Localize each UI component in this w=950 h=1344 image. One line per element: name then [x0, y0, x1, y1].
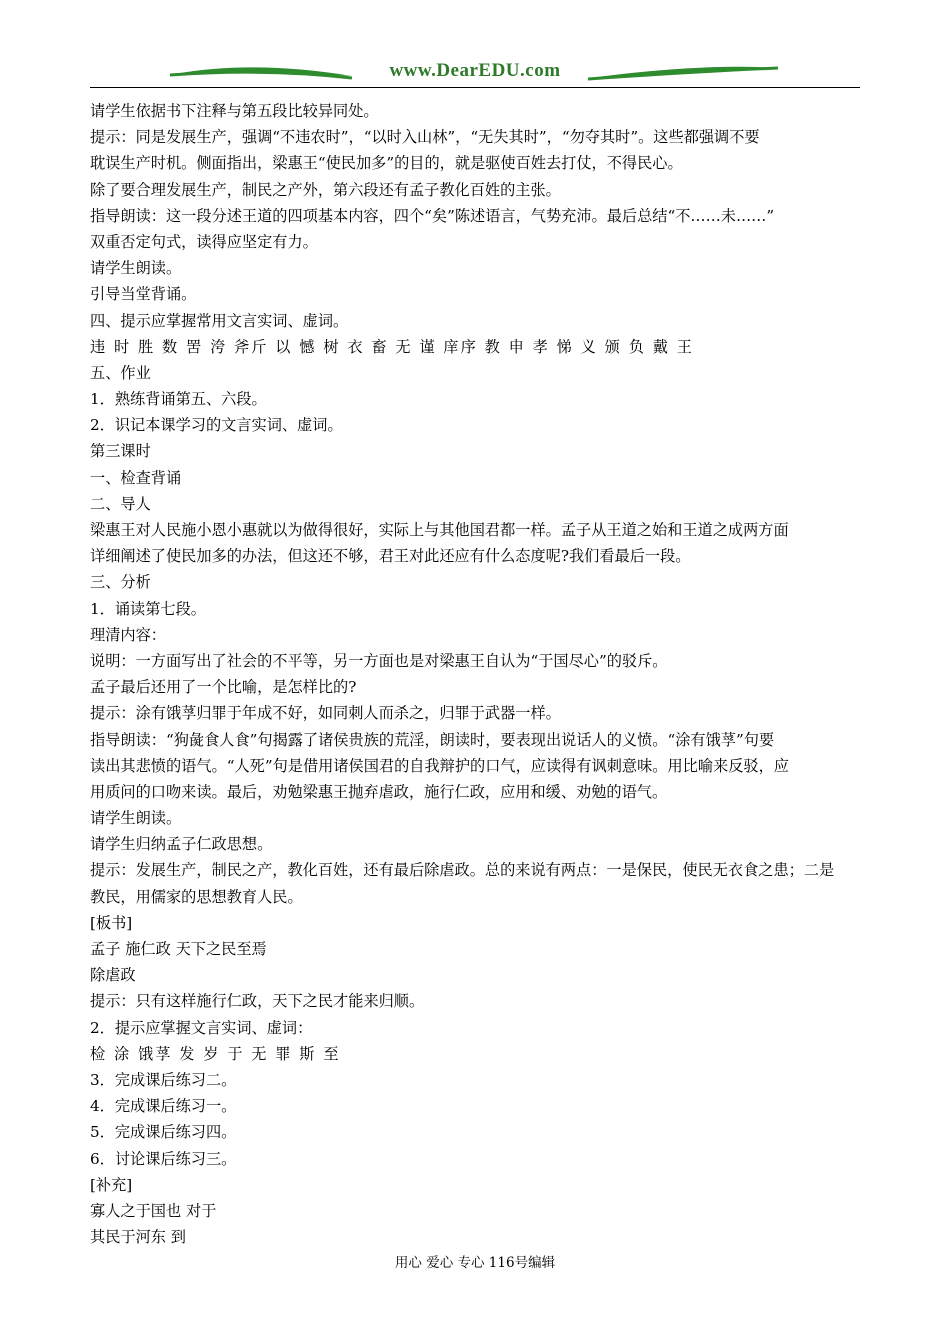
text-line: 四、提示应掌握常用文言实词、虚词。 — [90, 311, 349, 330]
text-line: 1．诵读第七段。 — [90, 599, 206, 618]
document-body — [90, 98, 860, 1250]
text-line: 4．完成课后练习一。 — [90, 1097, 237, 1116]
text-line: 说明：一方面写出了社会的不平等，另一方面也是对梁惠王自认为“于国尽心”的驳斥。 — [90, 651, 668, 670]
text-line: 检 涂 饿莩 发 岁 于 无 罪 斯 至 — [90, 1044, 341, 1063]
text-line: [补充] — [90, 1175, 133, 1194]
text-line: 其民于河东 到 — [90, 1228, 186, 1247]
text-line: 5．完成课后练习四。 — [90, 1123, 237, 1142]
text-line: 请学生依据书下注释与第五段比较异同处。 — [90, 102, 379, 120]
text-line: 教民，用儒家的思想教育人民。 — [90, 887, 303, 906]
header-divider — [90, 87, 860, 88]
text-line: 五、作业 — [90, 363, 151, 382]
text-line: 除虐政 — [90, 966, 136, 985]
text-line: 用质问的口吻来读。最后，劝勉梁惠王抛弃虐政，施行仁政，应用和缓、劝勉的语气。 — [90, 782, 668, 801]
text-line: 1．熟练背诵第五、六段。 — [90, 390, 267, 409]
text-line: 梁惠王对人民施小恩小惠就以为做得很好，实际上与其他国君都一样。孟子从王道之始和王道之成两方面 — [90, 521, 789, 539]
text-line: 指导朗读：这一段分述王道的四项基本内容，四个“矣”陈述语言，气势充沛。最后总结“不……未……” — [90, 206, 775, 225]
text-line: 请学生归纳孟子仁政思想。 — [90, 835, 273, 854]
text-line: 读出其悲愤的语气。“人死”句是借用诸侯国君的自我辩护的口气，应读得有讽刺意味。用比喻来反驳，应 — [90, 756, 789, 775]
text-line: 除了要合理发展生产，制民之产外，第六段还有孟子教化百姓的主张。 — [90, 180, 561, 199]
text-line: 孟子 施仁政 天下之民至焉 — [90, 940, 267, 958]
text-line: 一、检查背诵 — [90, 468, 182, 487]
site-header — [90, 58, 860, 90]
text-line: 耽误生产时机。侧面指出，梁惠王“使民加多”的目的，就是驱使百姓去打仗，不得民心。 — [90, 154, 683, 173]
text-line: 理清内容： — [90, 625, 166, 644]
text-line: 请学生朗读。 — [90, 259, 182, 278]
text-line: 3．完成课后练习二。 — [90, 1070, 237, 1089]
text-line: 第三课时 — [90, 442, 151, 461]
text-line: 请学生朗读。 — [90, 809, 182, 828]
text-line: 二、导人 — [90, 494, 151, 513]
text-line: 提示：只有这样施行仁政，天下之民才能来归顺。 — [90, 992, 425, 1011]
text-line: 6．讨论课后练习三。 — [90, 1149, 237, 1168]
site-logo-text: www.DearEDU.com — [389, 60, 561, 81]
text-line: 提示：涂有饿莩归罪于年成不好，如同刺人而杀之，归罪于武器一样。 — [90, 704, 561, 723]
text-line: 详细阐述了使民加多的办法，但这还不够，君王对此还应有什么态度呢?我们看最后一段。 — [90, 547, 691, 566]
text-line: 双重否定句式，读得应坚定有力。 — [90, 232, 318, 251]
text-line: 寡人之于国也 对于 — [90, 1201, 217, 1220]
text-line: 引导当堂背诵。 — [90, 285, 197, 304]
text-line: 2．识记本课学习的文言实词、虚词。 — [90, 416, 343, 435]
text-line: [板书] — [90, 913, 133, 932]
text-line: 提示：同是发展生产，强调“不违农时”，“以时入山林”，“无失其时”，“勿夺其时”。这些都强调不要 — [90, 128, 760, 147]
text-line: 孟子最后还用了一个比喻，是怎样比的? — [90, 678, 357, 697]
text-line: 三、分析 — [90, 573, 151, 592]
page-footer: 用心 爱心 专心 116号编辑 — [394, 1255, 556, 1271]
text-line: 指导朗读：“狗彘食人食”句揭露了诸侯贵族的荒淫，朗读时，要表现出说话人的义愤。“涂有饿莩”句要 — [90, 730, 775, 749]
text-line: 2．提示应掌握文言实词、虚词： — [90, 1018, 313, 1037]
text-line: 违 时 胜 数 罟 洿 斧斤 以 憾 树 衣 畜 无 谨 庠序 教 申 孝 悌 义 颁 负 戴 王 — [90, 337, 694, 356]
text-line: 提示：发展生产，制民之产，教化百姓，还有最后除虐政。总的来说有两点：一是保民，使民无衣食之患；二是 — [90, 861, 835, 880]
